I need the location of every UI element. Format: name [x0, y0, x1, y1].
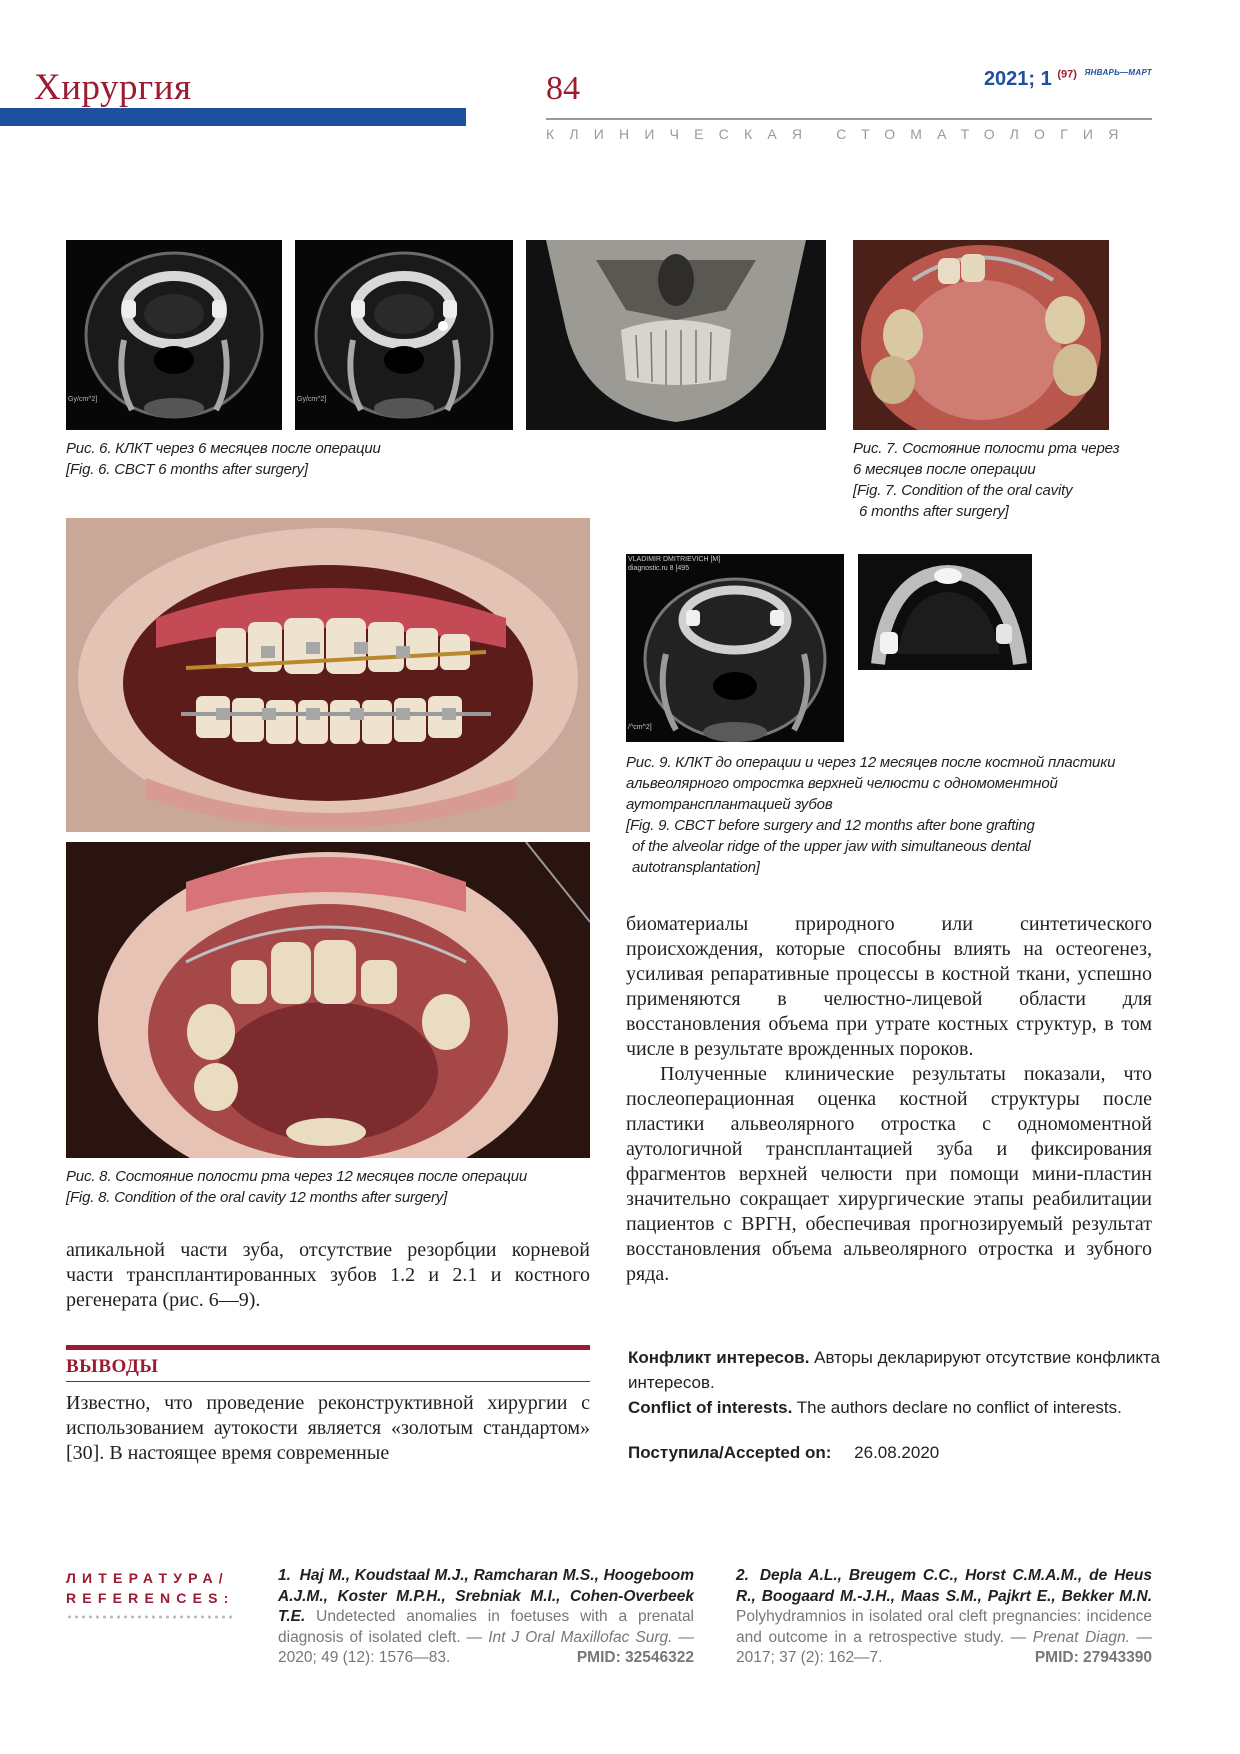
fig7-caption-line-1: Рис. 7. Состояние полости рта через — [853, 440, 1120, 457]
fig9-caption-line-5: of the alveolar ridge of the upper jaw with simultaneous dental — [632, 838, 1031, 855]
fig6-cbct-3d-render — [526, 240, 826, 430]
right-paragraph-1: биоматериалы природного или синтетического происхождения, которые способны влиять на остеогенез, усиливая репаративные процессы в костной ткани, успешно применяются в челюстно-лицевой области для восстановления объема при утрате костных структур, в том числе в результате врожденных пороков. — [626, 913, 1152, 1060]
fig6-caption-en: [Fig. 6. CBCT 6 months after surgery] — [66, 461, 308, 478]
reference-1-details: — 2020; 49 (12): 1576—83. — [278, 1628, 695, 1666]
fig6-cbct-axial-1 — [66, 240, 282, 430]
conclusions-heading: ВЫВОДЫ — [66, 1356, 159, 1377]
fig9-caption-line-1: Рис. 9. КЛКТ до операции и через 12 месяцев после костной пластики — [626, 754, 1116, 771]
left-continuation-paragraph: апикальной части зуба, отсутствие резорбции корневой части трансплантированных зубов 1.2 и 2.1 и костного регенерата (рис. 6—9). — [66, 1239, 590, 1311]
reference-1-authors: Haj M., Koudstaal M.J., Ramcharan M.S., Hoogeboom A.J.M., Koster M.P.H., Srebniak M.I., Cohen-Overbeek T.E. — [278, 1567, 695, 1625]
right-column-text — [626, 912, 1152, 1287]
issue-number: (97) — [1057, 68, 1077, 81]
journal-name: КЛИНИЧЕСКАЯ СТОМАТОЛОГИЯ — [546, 126, 1134, 142]
conclusions-rule — [66, 1345, 590, 1350]
section-color-bar — [0, 108, 466, 126]
references-heading-ru: ЛИТЕРАТУРА/ — [66, 1570, 229, 1586]
received-date-line — [628, 1443, 939, 1463]
fig9-caption-line-6: autotransplantation] — [632, 859, 760, 876]
conclusions-text-block — [66, 1391, 590, 1466]
section-title: Хирургия — [34, 67, 192, 108]
reference-2-number: 2. — [736, 1567, 749, 1584]
reference-1-number: 1. — [278, 1567, 291, 1584]
fig7-caption — [853, 438, 1119, 522]
fig6-overlay-label: Gy/cm^2] — [68, 396, 98, 403]
fig8-caption-en: [Fig. 8. Condition of the oral cavity 12 months after surgery] — [66, 1189, 448, 1206]
fig8-caption-ru: Рис. 8. Состояние полости рта через 12 месяцев после операции — [66, 1168, 527, 1185]
received-label: Поступила/Accepted on: — [628, 1443, 832, 1462]
fig9-overlay-line-2: diagnostic.ru 8 [495 — [628, 565, 690, 572]
conclusions-paragraph: Известно, что проведение реконструктивной хирургии с использованием аутокости является «золотым стандартом» [30]. В настоящее время современные — [66, 1392, 590, 1464]
references-heading — [66, 1568, 235, 1608]
reference-2-details: — 2017; 37 (2): 162—7. — [736, 1628, 1152, 1666]
issue-months: ЯНВАРЬ—МАРТ — [1084, 68, 1152, 77]
conflict-en — [628, 1395, 1168, 1420]
reference-2 — [736, 1566, 1152, 1669]
conflict-en-label: Conflict of interests. — [628, 1398, 793, 1417]
reference-1-pmid: PMID: 32546322 — [576, 1649, 694, 1666]
fig9-cbct-after — [858, 554, 1032, 670]
conflict-of-interests — [628, 1345, 1168, 1420]
issue-year: 2021; 1 — [983, 68, 1052, 90]
reference-1 — [278, 1566, 694, 1669]
references-heading-en: REFERENCES: — [66, 1590, 235, 1606]
reference-2-journal: Prenat Diagn. — [1032, 1628, 1130, 1646]
fig9-caption — [626, 752, 1115, 878]
received-date: 26.08.2020 — [854, 1443, 940, 1462]
conflict-ru-text: Авторы декларируют отсутствие конфликта интересов. — [628, 1348, 1161, 1392]
issue-info — [984, 68, 1152, 91]
fig9-cbct-before — [626, 554, 844, 742]
right-paragraph-2: Полученные клинические результаты показали, что послеоперационная оценка костной структуры после пластики альвеолярного отростка с одномоментной аутологичной трансплантацией зуба и фиксирования фрагментов верхней челюсти при помощи мини-пластин значительно сокращает хирургические этапы реабилитации пациентов с ВРГН, обеспечивая прогнозируемый результат восстановления объема альвеолярного отростка и зубного ряда. — [626, 1063, 1152, 1285]
conflict-ru — [628, 1345, 1168, 1395]
page-number: 84 — [546, 70, 580, 107]
fig9-overlay-text — [628, 555, 720, 573]
fig6-caption — [66, 438, 381, 480]
fig8-occlusal-photo — [66, 842, 590, 1158]
fig7-oral-cavity-photo — [853, 240, 1109, 430]
conflict-ru-label: Конфликт интересов. — [628, 1348, 810, 1367]
fig7-caption-line-3: [Fig. 7. Condition of the oral cavity — [853, 482, 1073, 499]
fig7-caption-line-4: 6 months after surgery] — [859, 503, 1009, 520]
fig8-caption — [66, 1166, 527, 1208]
fig7-caption-line-2: 6 месяцев после операции — [853, 461, 1036, 478]
fig9-overlay-line-1: VLADIMIR DMITRIEVICH [M] — [628, 556, 721, 563]
reference-1-title: Undetected anomalies in foetuses with a prenatal diagnosis of isolated cleft. — — [278, 1608, 695, 1646]
conclusions-divider — [66, 1381, 590, 1382]
left-column-text — [66, 1238, 590, 1313]
fig9-caption-line-4: [Fig. 9. CBCT before surgery and 12 months after bone grafting — [626, 817, 1035, 834]
conflict-en-text: The authors declare no conflict of interests. — [796, 1398, 1122, 1417]
reference-2-title: Polyhydramnios in isolated oral cleft pregnancies: incidence and outcome in a retrospective study. — — [736, 1608, 1152, 1646]
references-dotted-rule — [66, 1614, 236, 1620]
fig6-caption-ru: Рис. 6. КЛКТ через 6 месяцев после операции — [66, 440, 381, 457]
reference-1-journal: Int J Oral Maxillofac Surg. — [488, 1628, 673, 1646]
fig9-overlay-unit: /^cm^2] — [628, 724, 652, 731]
reference-2-authors: Depla A.L., Breugem C.C., Horst C.M.A.M., de Heus R., Boogaard M.-J.H., Maas S.M., Pajkrt E., Bekker M.N. — [736, 1567, 1153, 1605]
fig8-frontal-bite-photo — [66, 518, 590, 832]
header-divider — [546, 118, 1152, 120]
fig6-cbct-axial-2 — [295, 240, 513, 430]
reference-2-pmid: PMID: 27943390 — [1034, 1649, 1152, 1666]
fig9-caption-line-3: аутотрансплантацией зубов — [626, 796, 833, 813]
fig9-caption-line-2: альвеолярного отростка верхней челюсти с одномоментной — [626, 775, 1058, 792]
fig6-overlay-label-2: Gy/cm^2] — [297, 396, 327, 403]
